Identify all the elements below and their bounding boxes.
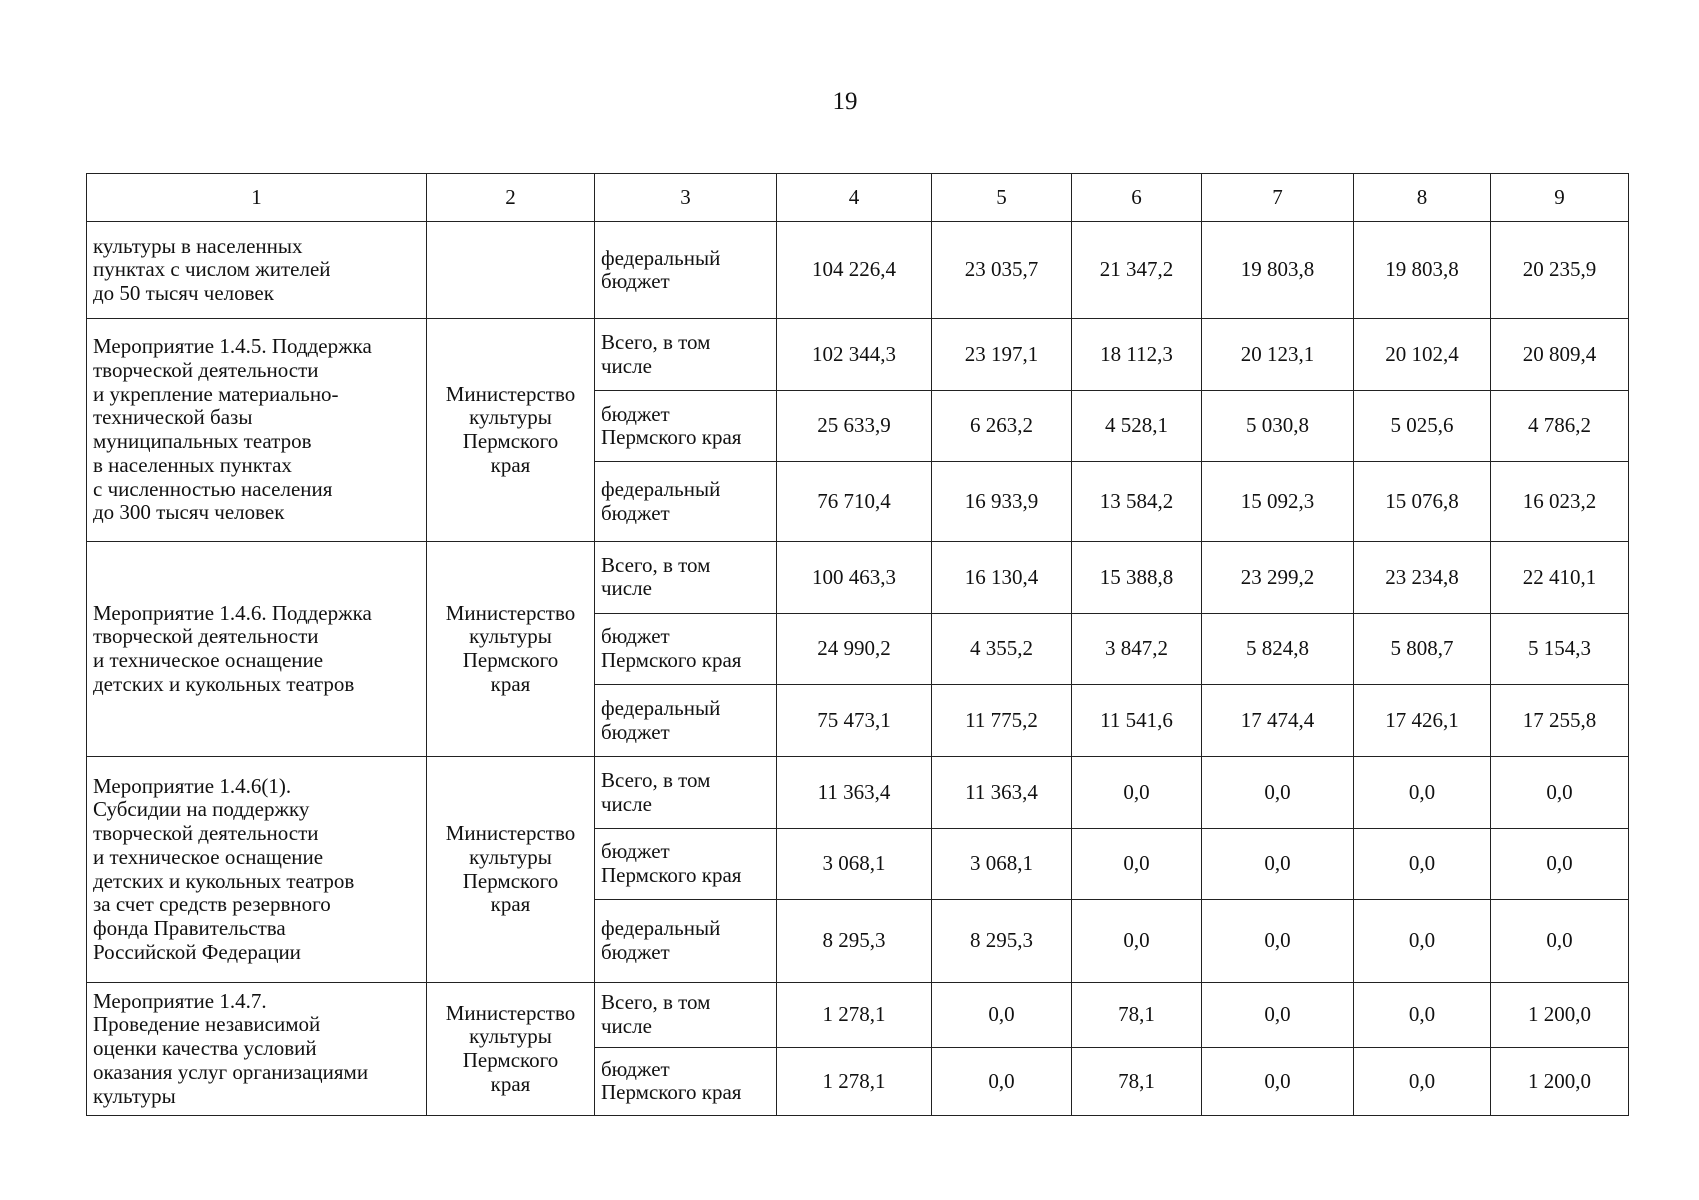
activity-cell: культуры в населенных пунктах с числом жителей до 50 тысяч человек <box>87 222 427 319</box>
responsible-ministry-cell: Министерство культуры Пермского края <box>427 319 595 542</box>
amount-cell-col-8: 0,0 <box>1354 1047 1491 1115</box>
amount-cell-col-7: 15 092,3 <box>1202 462 1354 542</box>
amount-cell-col-7: 5 824,8 <box>1202 613 1354 684</box>
amount-cell-col-8: 0,0 <box>1354 982 1491 1047</box>
amount-cell-col-8: 17 426,1 <box>1354 684 1491 756</box>
page-number: 19 <box>832 88 858 115</box>
amount-cell-col-4: 76 710,4 <box>777 462 932 542</box>
amount-cell-col-5: 4 355,2 <box>932 613 1072 684</box>
amount-cell-col-6: 15 388,8 <box>1072 541 1202 613</box>
responsible-ministry-cell: Министерство культуры Пермского края <box>427 982 595 1115</box>
amount-cell-col-8: 0,0 <box>1354 829 1491 900</box>
funding-source-cell: бюджет Пермского края <box>595 829 777 900</box>
amount-cell-col-5: 8 295,3 <box>932 900 1072 983</box>
amount-cell-col-9: 0,0 <box>1491 900 1629 983</box>
amount-cell-col-7: 0,0 <box>1202 829 1354 900</box>
amount-cell-col-6: 0,0 <box>1072 829 1202 900</box>
amount-cell-col-7: 17 474,4 <box>1202 684 1354 756</box>
column-header-2: 2 <box>427 174 595 222</box>
activity-cell: Мероприятие 1.4.5. Поддержка творческой деятельности и укрепление материально- технической базы муниципальных театров в населенных пунктах с численностью населения до 300 тысяч человек <box>87 319 427 542</box>
amount-cell-col-6: 21 347,2 <box>1072 222 1202 319</box>
amount-cell-col-9: 16 023,2 <box>1491 462 1629 542</box>
amount-cell-col-9: 20 809,4 <box>1491 319 1629 391</box>
funding-source-cell: Всего, в том числе <box>595 541 777 613</box>
amount-cell-col-6: 4 528,1 <box>1072 391 1202 462</box>
amount-cell-col-5: 16 130,4 <box>932 541 1072 613</box>
amount-cell-col-7: 0,0 <box>1202 900 1354 983</box>
amount-cell-col-4: 1 278,1 <box>777 982 932 1047</box>
amount-cell-col-9: 0,0 <box>1491 829 1629 900</box>
amount-cell-col-7: 5 030,8 <box>1202 391 1354 462</box>
amount-cell-col-4: 25 633,9 <box>777 391 932 462</box>
amount-cell-col-5: 3 068,1 <box>932 829 1072 900</box>
amount-cell-col-8: 5 808,7 <box>1354 613 1491 684</box>
column-header-7: 7 <box>1202 174 1354 222</box>
responsible-ministry-cell <box>427 222 595 319</box>
amount-cell-col-4: 24 990,2 <box>777 613 932 684</box>
amount-cell-col-6: 18 112,3 <box>1072 319 1202 391</box>
funding-source-cell: федеральный бюджет <box>595 900 777 983</box>
amount-cell-col-8: 15 076,8 <box>1354 462 1491 542</box>
column-header-6: 6 <box>1072 174 1202 222</box>
amount-cell-col-7: 0,0 <box>1202 757 1354 829</box>
responsible-ministry-cell: Министерство культуры Пермского края <box>427 757 595 983</box>
amount-cell-col-5: 16 933,9 <box>932 462 1072 542</box>
amount-cell-col-6: 0,0 <box>1072 900 1202 983</box>
amount-cell-col-6: 78,1 <box>1072 982 1202 1047</box>
column-header-9: 9 <box>1491 174 1629 222</box>
amount-cell-col-6: 0,0 <box>1072 757 1202 829</box>
table-row <box>87 222 1629 319</box>
amount-cell-col-9: 1 200,0 <box>1491 982 1629 1047</box>
amount-cell-col-9: 1 200,0 <box>1491 1047 1629 1115</box>
amount-cell-col-6: 78,1 <box>1072 1047 1202 1115</box>
amount-cell-col-8: 23 234,8 <box>1354 541 1491 613</box>
amount-cell-col-6: 3 847,2 <box>1072 613 1202 684</box>
funding-source-cell: федеральный бюджет <box>595 222 777 319</box>
column-header-1: 1 <box>87 174 427 222</box>
column-header-3: 3 <box>595 174 777 222</box>
table-row <box>87 541 1629 613</box>
column-header-5: 5 <box>932 174 1072 222</box>
funding-source-cell: бюджет Пермского края <box>595 391 777 462</box>
funding-source-cell: Всего, в том числе <box>595 757 777 829</box>
amount-cell-col-7: 20 123,1 <box>1202 319 1354 391</box>
amount-cell-col-4: 3 068,1 <box>777 829 932 900</box>
amount-cell-col-4: 75 473,1 <box>777 684 932 756</box>
amount-cell-col-7: 23 299,2 <box>1202 541 1354 613</box>
table-row <box>87 757 1629 829</box>
funding-source-cell: федеральный бюджет <box>595 462 777 542</box>
amount-cell-col-4: 100 463,3 <box>777 541 932 613</box>
amount-cell-col-8: 19 803,8 <box>1354 222 1491 319</box>
amount-cell-col-7: 19 803,8 <box>1202 222 1354 319</box>
column-header-4: 4 <box>777 174 932 222</box>
amount-cell-col-4: 104 226,4 <box>777 222 932 319</box>
amount-cell-col-8: 0,0 <box>1354 900 1491 983</box>
amount-cell-col-9: 17 255,8 <box>1491 684 1629 756</box>
amount-cell-col-9: 5 154,3 <box>1491 613 1629 684</box>
amount-cell-col-5: 11 775,2 <box>932 684 1072 756</box>
amount-cell-col-7: 0,0 <box>1202 982 1354 1047</box>
amount-cell-col-7: 0,0 <box>1202 1047 1354 1115</box>
budget-table <box>86 173 1629 1116</box>
amount-cell-col-5: 6 263,2 <box>932 391 1072 462</box>
table-row <box>87 319 1629 391</box>
amount-cell-col-5: 0,0 <box>932 982 1072 1047</box>
amount-cell-col-9: 0,0 <box>1491 757 1629 829</box>
table-body <box>87 174 1629 1116</box>
funding-source-cell: Всего, в том числе <box>595 982 777 1047</box>
responsible-ministry-cell: Министерство культуры Пермского края <box>427 541 595 756</box>
funding-source-cell: Всего, в том числе <box>595 319 777 391</box>
header-row <box>87 174 1629 222</box>
activity-cell: Мероприятие 1.4.7. Проведение независимой оценки качества условий оказания услуг организациями культуры <box>87 982 427 1115</box>
amount-cell-col-5: 23 197,1 <box>932 319 1072 391</box>
amount-cell-col-4: 11 363,4 <box>777 757 932 829</box>
amount-cell-col-8: 0,0 <box>1354 757 1491 829</box>
funding-source-cell: бюджет Пермского края <box>595 1047 777 1115</box>
amount-cell-col-5: 23 035,7 <box>932 222 1072 319</box>
activity-cell: Мероприятие 1.4.6(1). Субсидии на поддержку творческой деятельности и техническое оснащение детских и кукольных театров за счет средств резервного фонда Правительства Российской Федерации <box>87 757 427 983</box>
amount-cell-col-8: 20 102,4 <box>1354 319 1491 391</box>
column-header-8: 8 <box>1354 174 1491 222</box>
table-row <box>87 982 1629 1047</box>
amount-cell-col-5: 11 363,4 <box>932 757 1072 829</box>
amount-cell-col-9: 4 786,2 <box>1491 391 1629 462</box>
amount-cell-col-9: 20 235,9 <box>1491 222 1629 319</box>
amount-cell-col-9: 22 410,1 <box>1491 541 1629 613</box>
funding-source-cell: бюджет Пермского края <box>595 613 777 684</box>
amount-cell-col-6: 13 584,2 <box>1072 462 1202 542</box>
funding-source-cell: федеральный бюджет <box>595 684 777 756</box>
amount-cell-col-5: 0,0 <box>932 1047 1072 1115</box>
activity-cell: Мероприятие 1.4.6. Поддержка творческой деятельности и техническое оснащение детских и кукольных театров <box>87 541 427 756</box>
amount-cell-col-8: 5 025,6 <box>1354 391 1491 462</box>
amount-cell-col-4: 1 278,1 <box>777 1047 932 1115</box>
amount-cell-col-4: 102 344,3 <box>777 319 932 391</box>
amount-cell-col-6: 11 541,6 <box>1072 684 1202 756</box>
amount-cell-col-4: 8 295,3 <box>777 900 932 983</box>
